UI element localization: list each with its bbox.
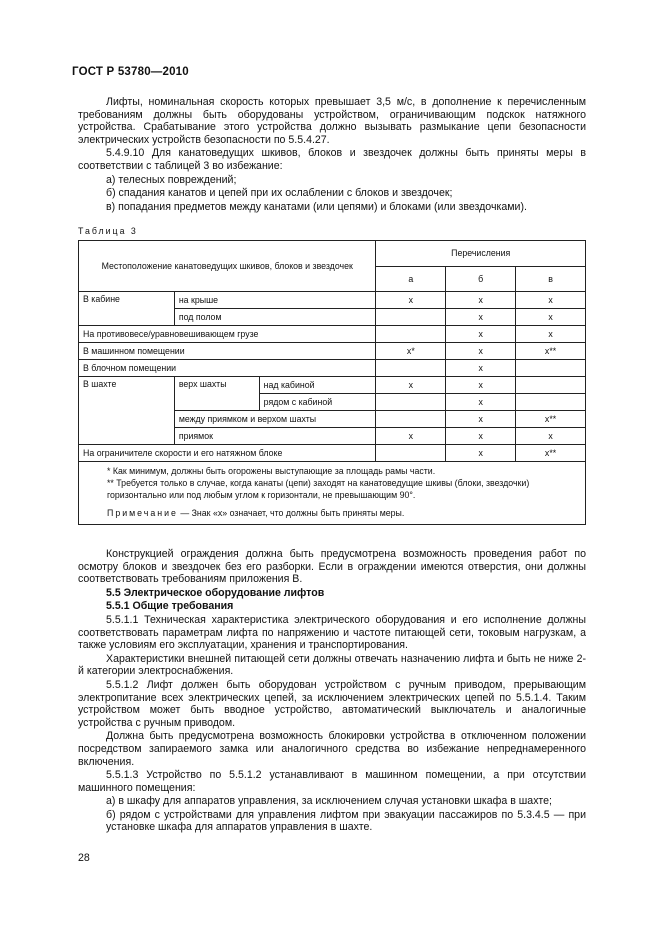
cell-pit-to-top: между приямком и верхом шахты (174, 411, 376, 428)
top-section (78, 96, 586, 214)
mark-cell: x (376, 292, 446, 309)
mark-cell: x (446, 326, 516, 343)
page-number: 28 (78, 852, 90, 864)
list-item-v: в) попадания предметов между канатами (или цепями) и блоками (или звездочками). (106, 200, 527, 213)
clause-5-4-9-10: 5.4.9.10 Для канатоведущих шкивов, блоков и звездочек должны быть приняты меры в соответствии с таблицей 3 во избежание: (78, 147, 586, 172)
clause-5-5-1-3: 5.5.1.3 Устройство по 5.5.1.2 устанавливают в машинном помещении, а при отсутствии машинного помещения: (78, 769, 586, 794)
empty-cell (376, 360, 446, 377)
table-row (79, 292, 586, 309)
cell-shaft: В шахте (79, 377, 175, 445)
footnote-2: ** Требуется только в случае, когда канаты (цепи) заходят на канатоведущие шкивы (блоки, звездочки) горизонтально или под любым углом к горизонтали, не превышающим 90°. (107, 477, 530, 500)
note-label: Примечание (107, 508, 178, 519)
list2-item-b: б) рядом с устройствами для управления лифтом при эвакуации пассажиров по 5.3.4.5 — при установке шкафа для аппаратов управления в шахте. (106, 808, 586, 834)
empty-cell (376, 326, 446, 343)
table-row (79, 377, 586, 394)
empty-cell (516, 377, 586, 394)
cell-block-room: В блочном помещении (79, 360, 376, 377)
empty-cell (376, 445, 446, 462)
mark-cell: x (516, 309, 586, 326)
footnote-1: * Как минимум, должны быть огорожены выступающие за площадь рамы части. (107, 466, 436, 476)
mark-cell: x (446, 360, 516, 377)
table-row (79, 445, 586, 462)
section-5-5-title: 5.5 Электрическое оборудование лифтов (106, 586, 325, 599)
mark-cell: x** (516, 445, 586, 462)
cell-machine-room: В машинном помещении (79, 343, 376, 360)
empty-cell (376, 394, 446, 411)
clause-5-5-1-2: 5.5.1.2 Лифт должен быть оборудован устройством с ручным приводом, прерывающим электропитание всех электрических цепей, за исключением электрических цепей по 5.5.1.4. Таким устройством может быть вводное устройство, автоматический выключатель и аналогичные устройства с ручным приводом. (78, 678, 586, 729)
note-text: — Знак «x» означает, что должны быть приняты меры. (177, 508, 405, 519)
paragraph-external-network: Характеристики внешней питающей сети должны отвечать назначению лифта и быть не ниже 2-й категории электроснабжения. (78, 652, 586, 678)
mark-cell: x (446, 309, 516, 326)
list-item-a: а) телесных повреждений; (106, 173, 237, 186)
cell-pit: приямок (174, 428, 376, 445)
header-location: Местоположение канатоведущих шкивов, блоков и звездочек (79, 241, 376, 292)
table-notes-row (79, 462, 586, 525)
cell-next-to-cabin: рядом с кабиной (259, 394, 376, 411)
mark-cell: x* (376, 343, 446, 360)
table-caption: Таблица 3 (78, 226, 138, 236)
mark-cell: x** (516, 343, 586, 360)
mark-cell: x (446, 411, 516, 428)
list-item-b: б) спадания канатов и цепей при их ослаблении с блоков и звездочек; (106, 187, 453, 200)
empty-cell (376, 411, 446, 428)
mark-cell: x (446, 343, 516, 360)
cell-governor: На ограничителе скорости и его натяжном блоке (79, 445, 376, 462)
cell-under-floor: под полом (174, 309, 376, 326)
empty-cell (516, 394, 586, 411)
cell-cabin: В кабине (79, 292, 175, 326)
mark-cell: x (446, 445, 516, 462)
paragraph-speed-limit: Лифты, номинальная скорость которых превышает 3,5 м/с, в дополнение к перечисленным требованиям должны быть оборудованы устройством, ограничивающим подскок натяжного устройства. Срабатывание этого устройства должно вызывать размыкание цепи безопасности электрических устройств безопасности по 5.5.4.27. (78, 96, 586, 146)
mark-cell: x (446, 394, 516, 411)
section-5-5-1-title: 5.5.1 Общие требования (106, 600, 234, 613)
header-listing: Перечисления (376, 241, 586, 267)
paragraph-guard: Конструкцией ограждения должна быть предусмотрена возможность проведения работ по осмотру блоков и звездочек без его разборки. Если в ограждении имеются отверстия, они должны соответствовать требованиям приложения В. (78, 548, 586, 586)
paragraph-blocking: Должна быть предусмотрена возможность блокировки устройства в отключенном положении посредством запираемого замка или аналогичного средства во избежание непреднамеренного включения. (78, 730, 586, 768)
cell-shaft-top: верх шахты (174, 377, 259, 411)
mark-cell: x (376, 428, 446, 445)
empty-cell (376, 309, 446, 326)
table-notes (79, 462, 586, 525)
notes-spacer (85, 501, 579, 508)
mark-cell: x (446, 428, 516, 445)
table-3 (78, 240, 586, 525)
mark-cell: x (446, 292, 516, 309)
header-col-v: в (516, 266, 586, 292)
cell-counterweight: На противовесе/уравновешивающем грузе (79, 326, 376, 343)
clause-5-5-1-1: 5.5.1.1 Техническая характеристика электрического оборудования и его исполнение должны соответствовать параметрам лифта по напряжению и частоте питающей сети, токовым нагрузкам, а также условиям его эксплуатации, хранения и транспортирования. (78, 613, 586, 652)
mark-cell: x (516, 326, 586, 343)
header-col-b: б (446, 266, 516, 292)
bottom-section (78, 548, 586, 835)
table-row (79, 326, 586, 343)
cell-above-cabin: над кабиной (259, 377, 376, 394)
mark-cell: x (376, 377, 446, 394)
empty-cell (516, 360, 586, 377)
document-header: ГОСТ Р 53780—2010 (72, 66, 189, 78)
table-row (79, 360, 586, 377)
cell-on-roof: на крыше (174, 292, 376, 309)
header-col-a: а (376, 266, 446, 292)
mark-cell: x (516, 292, 586, 309)
mark-cell: x (516, 428, 586, 445)
mark-cell: x** (516, 411, 586, 428)
mark-cell: x (446, 377, 516, 394)
list2-item-a: а) в шкафу для аппаратов управления, за исключением случая установки шкафа в шахте; (106, 795, 552, 808)
table-header-row (79, 241, 586, 267)
table-note (85, 508, 579, 520)
table-row (79, 343, 586, 360)
